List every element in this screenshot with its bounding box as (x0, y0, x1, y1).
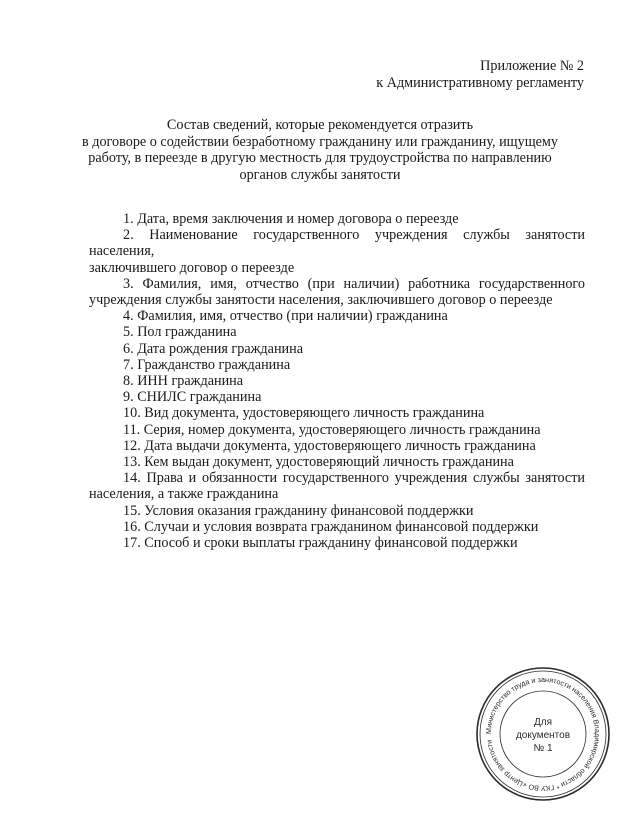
list-item-line: 3. Фамилия, имя, отчество (при наличии) работника государственного (123, 275, 585, 292)
list-item-line: учреждения службы занятости населения, заключившего договор о переезде (89, 292, 553, 309)
stamp-center-line: Для (533, 717, 553, 728)
official-stamp (473, 664, 613, 804)
list-item-line: населения, а также гражданина (89, 486, 279, 503)
title-line: в договоре о содействии безработному гражданину или гражданину, ищущему (82, 133, 558, 150)
title-line: Состав сведений, которые рекомендуется отразить (166, 117, 474, 133)
list-item (89, 276, 585, 308)
appendix-header (376, 58, 584, 92)
list-item: 17. Способ и сроки выплаты гражданину финансовой поддержки (123, 535, 518, 552)
list-item: 9. СНИЛС гражданина (123, 389, 262, 406)
list-item: 4. Фамилия, имя, отчество (при наличии) гражданина (123, 308, 448, 325)
requirements-list (89, 211, 585, 551)
stamp-center-line: № 1 (533, 743, 553, 754)
list-item (89, 470, 585, 502)
list-item-line: 2. Наименование государственного учреждения службы занятости населения, (89, 227, 585, 260)
list-item: 8. ИНН гражданина (123, 373, 244, 390)
list-item: 13. Кем выдан документ, удостоверяющий личность гражданина (123, 454, 514, 471)
list-item: 16. Случаи и условия возврата гражданином финансовой поддержки (123, 518, 539, 535)
list-item: 12. Дата выдачи документа, удостоверяющего личность гражданина (123, 437, 536, 454)
list-item: 1. Дата, время заключения и номер договора о переезде (123, 211, 459, 227)
list-item: 6. Дата рождения гражданина (123, 340, 304, 357)
list-item-line: заключившего договор о переезде (89, 259, 295, 276)
appendix-reference: к Административному регламенту (376, 75, 584, 91)
appendix-number: Приложение № 2 (480, 58, 584, 74)
list-item: 5. Пол гражданина (123, 324, 237, 341)
list-item: 15. Условия оказания гражданину финансовой поддержки (123, 502, 474, 519)
stamp-ring-text: Министерство труда и занятости населения Владимирской области * ГКУ ВО «Центр занятости (483, 674, 603, 794)
title-line: органов службы занятости (239, 166, 401, 183)
list-item: 11. Серия, номер документа, удостоверяющего личность гражданина (123, 421, 541, 438)
document-title (80, 117, 560, 183)
stamp-center-line: документов (515, 730, 571, 741)
stamp-seal-icon (473, 664, 613, 804)
list-item: 7. Гражданство гражданина (123, 356, 291, 373)
list-item: 10. Вид документа, удостоверяющего личность гражданина (123, 405, 485, 422)
list-item (89, 227, 585, 276)
title-line: работу, в переезде в другую местность для трудоустройства по направлению (88, 150, 552, 166)
list-item-line: 14. Права и обязанности государственного учреждения службы занятости (123, 470, 585, 487)
